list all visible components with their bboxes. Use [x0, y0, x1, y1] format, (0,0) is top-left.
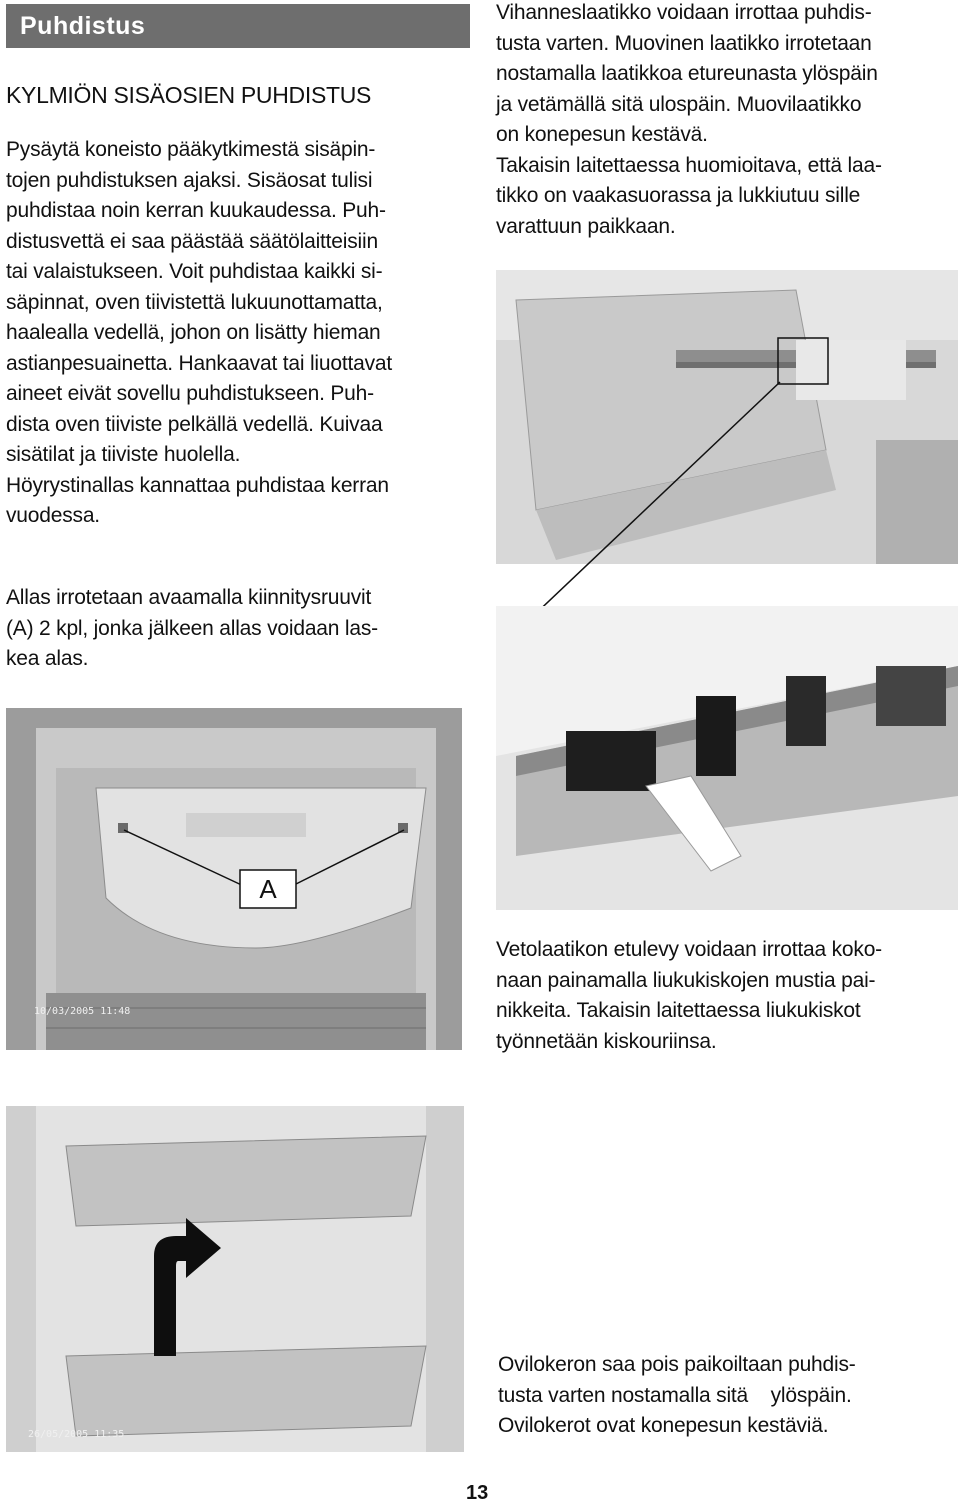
- text-line: Ovilokeron saa pois paikoiltaan puhdis-: [498, 1353, 856, 1376]
- text-line: dista oven tiiviste pelkällä vedellä. Kuivaa: [6, 412, 383, 436]
- door-shelf-paragraph: [498, 1350, 856, 1442]
- text-line: Pysäytä koneisto pääkytkimestä sisäpin-: [6, 138, 376, 161]
- text-line: säpinnat, oven tiivistettä lukuunottamatta,: [6, 290, 383, 314]
- evaporator-tray-photo: [6, 708, 462, 1050]
- vegetable-drawer-paragraph: [496, 0, 882, 242]
- photo-timestamp: 10/03/2005 11:48: [34, 1006, 131, 1017]
- text-line: (A) 2 kpl, jonka jälkeen allas voidaan las-: [6, 616, 378, 640]
- text-line: astianpesuainetta. Hankaavat tai liuottavat: [6, 351, 392, 375]
- text-line: on konepesun kestävä.: [496, 123, 708, 146]
- text-line: aineet eivät sovellu puhdistukseen. Puh-: [6, 382, 374, 405]
- evaporator-tray-paragraph: [6, 583, 378, 675]
- text-line: tusta varten nostamalla sitä ylöspäin.: [498, 1383, 852, 1407]
- text-line: ja vetämällä sitä ulospäin. Muovilaatikko: [496, 92, 862, 116]
- text-line: tojen puhdistuksen ajaksi. Sisäosat tulisi: [6, 168, 373, 192]
- text-line: distusvettä ei saa päästää säätölaitteisiin: [6, 229, 378, 253]
- cleaning-instructions-paragraph: [6, 135, 392, 532]
- text-line: nostamalla laatikkoa etureunasta ylöspäin: [496, 62, 878, 85]
- subheading: KYLMIÖN SISÄOSIEN PUHDISTUS: [6, 82, 372, 108]
- photo-timestamp: 26/05/2005 11:35: [28, 1429, 125, 1440]
- door-shelves-photo: [6, 1106, 464, 1452]
- text-line: sisätilat ja tiiviste huolella.: [6, 443, 241, 466]
- text-line: puhdistaa noin kerran kuukaudessa. Puh-: [6, 199, 386, 222]
- text-line: kea alas.: [6, 647, 89, 670]
- text-line: Takaisin laitettaessa huomioitava, että laa-: [496, 153, 882, 177]
- section-header: [6, 4, 470, 48]
- section-title: Puhdistus: [20, 12, 146, 40]
- text-line: vuodessa.: [6, 504, 100, 527]
- text-line: Allas irrotetaan avaamalla kiinnitysruuvit: [6, 586, 372, 609]
- text-line: tikko on vaakasuorassa ja lukkiutuu sille: [496, 184, 861, 207]
- text-line: tusta varten. Muovinen laatikko irrotetaan: [496, 31, 872, 55]
- text-line: työnnetään kiskouriinsa.: [496, 1029, 717, 1053]
- screw-label-a: A: [259, 874, 277, 904]
- text-line: Ovilokerot ovat konepesun kestäviä.: [498, 1414, 829, 1437]
- text-line: varattuun paikkaan.: [496, 214, 676, 238]
- zoom-connector-line: [470, 380, 810, 640]
- text-line: naan painamalla liukukiskojen mustia pai-: [496, 968, 876, 992]
- text-line: Vihanneslaatikko voidaan irrottaa puhdis-: [496, 1, 872, 24]
- text-line: haalealla vedellä, johon on lisätty hieman: [6, 321, 381, 344]
- drawer-front-paragraph: [496, 935, 882, 1057]
- text-line: tai valaistukseen. Voit puhdistaa kaikki si-: [6, 260, 383, 283]
- text-line: nikkeita. Takaisin laitettaessa liukukiskot: [496, 999, 861, 1022]
- page-number: 13: [466, 1482, 489, 1504]
- text-line: Vetolaatikon etulevy voidaan irrottaa koko-: [496, 938, 882, 961]
- text-line: Höyrystinallas kannattaa puhdistaa kerran: [6, 473, 389, 497]
- rail-closeup-photo: [496, 606, 958, 910]
